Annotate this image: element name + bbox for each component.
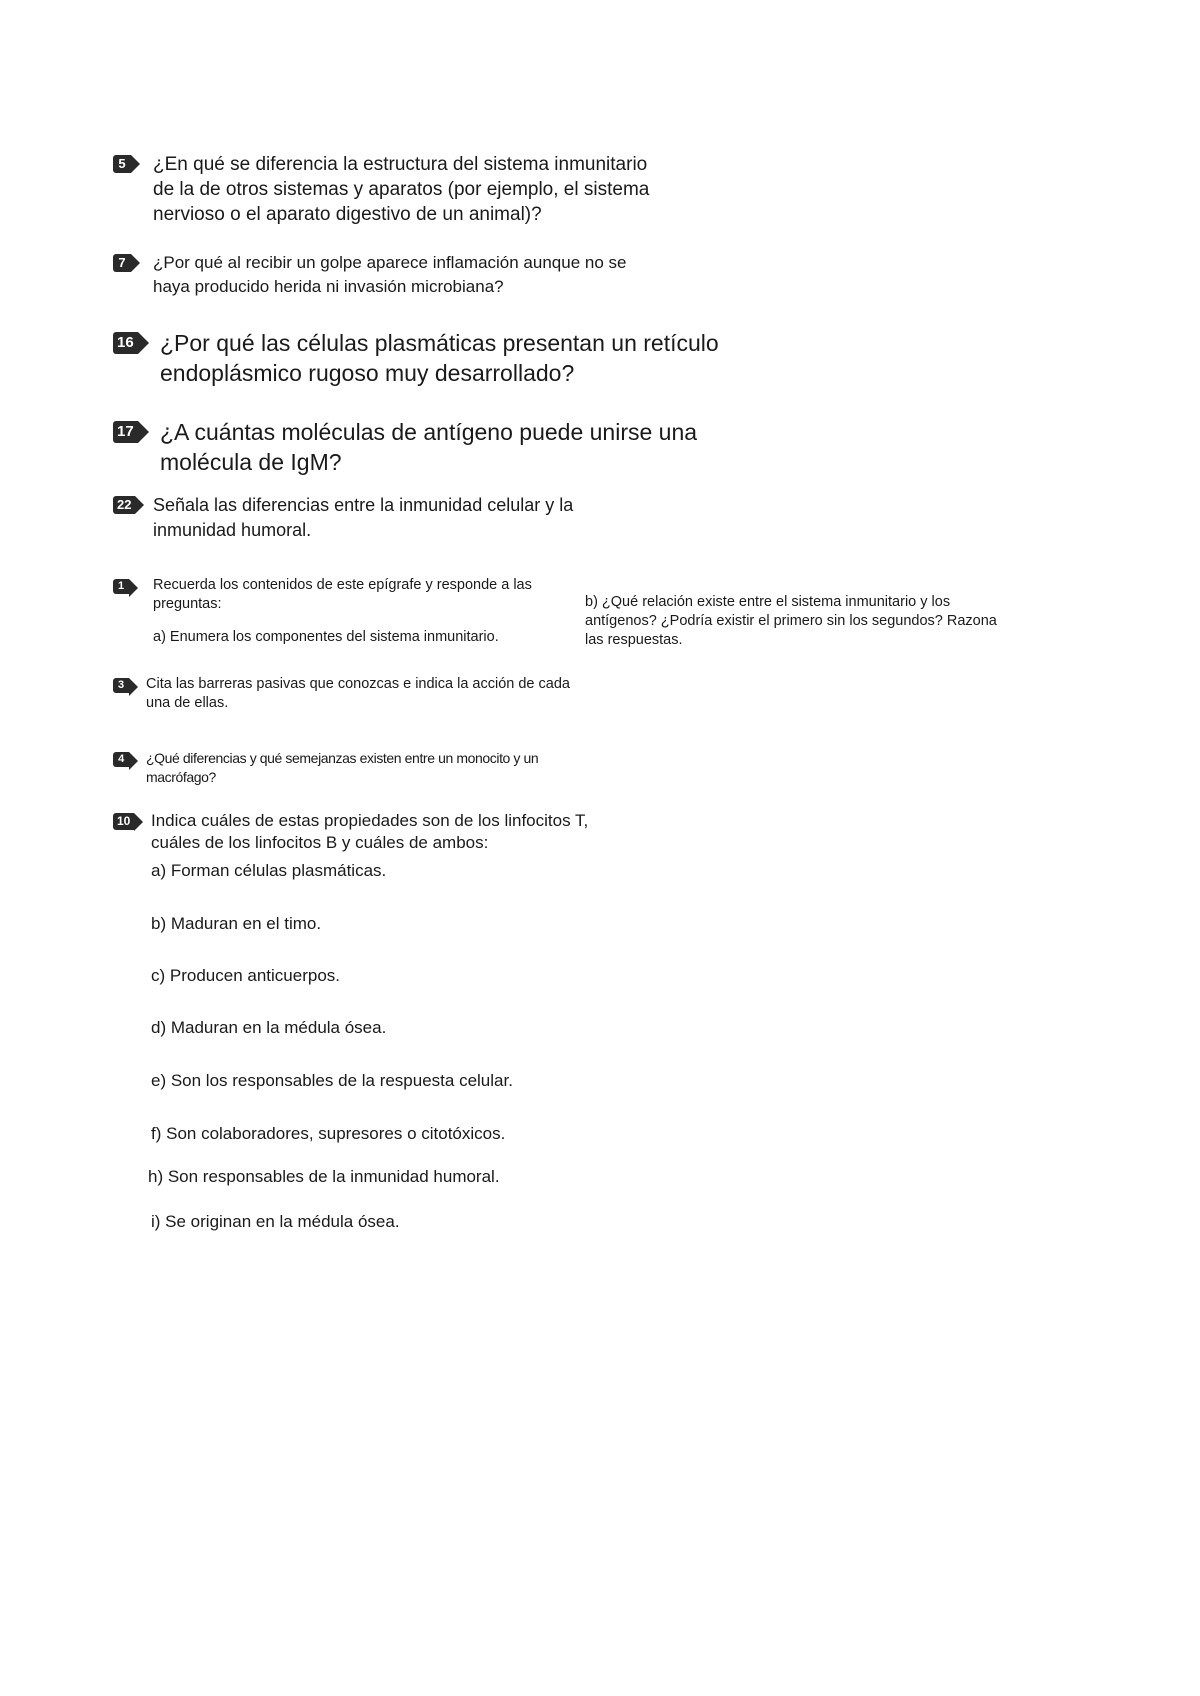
- property-item: i) Se originan en la médula ósea.: [151, 1212, 400, 1231]
- question-number-badge: 16: [113, 332, 138, 354]
- question-number-badge: 1: [113, 579, 129, 594]
- question-22: [113, 493, 653, 543]
- question-number-badge: 7: [113, 254, 131, 272]
- question-4: [113, 749, 573, 787]
- question-text: ¿Por qué las células plasmáticas presentan un retículo endoplásmico rugoso muy desarrollado?: [160, 330, 719, 386]
- question-number-badge: 17: [113, 421, 138, 443]
- property-item: a) Forman células plasmáticas.: [151, 861, 387, 880]
- question-3: [113, 675, 573, 713]
- question-number-badge: 10: [113, 813, 134, 830]
- question-number-badge: 3: [113, 678, 129, 693]
- question-text: ¿A cuántas moléculas de antígeno puede unirse una molécula de IgM?: [160, 419, 698, 475]
- property-item: h) Son responsables de la inmunidad humoral.: [148, 1167, 500, 1186]
- property-item: d) Maduran en la médula ósea.: [151, 1018, 387, 1037]
- question-number-badge: 22: [113, 496, 135, 514]
- question-text: Recuerda los contenidos de este epígrafe y responde a las preguntas:: [153, 577, 532, 612]
- question-16: [113, 328, 773, 388]
- question-1: [113, 576, 997, 648]
- question-7: [113, 251, 653, 299]
- question-5: [113, 152, 673, 227]
- property-item: f) Son colaboradores, supresores o citotóxicos.: [151, 1124, 506, 1143]
- question-text: ¿Qué diferencias y qué semejanzas existen entre un monocito y un macrófago?: [146, 750, 539, 785]
- property-item: b) Maduran en el timo.: [151, 914, 322, 933]
- question-text: Cita las barreras pasivas que conozcas e indica la acción de cada una de ellas.: [146, 676, 570, 711]
- question-text: Indica cuáles de estas propiedades son de los linfocitos T, cuáles de los linfocitos B y cuáles de ambos:: [151, 811, 589, 852]
- property-item: e) Son los responsables de la respuesta celular.: [151, 1071, 513, 1090]
- question-17: [113, 417, 773, 477]
- sub-question-b: b) ¿Qué relación existe entre el sistema inmunitario y los antígenos? ¿Podría existir el primero sin los segundos? Razona las respuestas.: [585, 594, 997, 648]
- question-text: ¿Por qué al recibir un golpe aparece inflamación aunque no se haya producido herida ni invasión microbiana?: [153, 253, 627, 296]
- sub-question-a: a) Enumera los componentes del sistema inmunitario.: [153, 629, 499, 645]
- question-text: ¿En qué se diferencia la estructura del sistema inmunitario de la de otros sistemas y aparatos (por ejemplo, el sistema nervioso o el aparato digestivo de un animal)?: [153, 154, 650, 225]
- question-number-badge: 5: [113, 155, 131, 173]
- question-number-badge: 4: [113, 752, 129, 767]
- property-item: c) Producen anticuerpos.: [151, 966, 340, 985]
- question-text: Señala las diferencias entre la inmunidad celular y la inmunidad humoral.: [153, 495, 574, 540]
- question-10: [113, 810, 633, 854]
